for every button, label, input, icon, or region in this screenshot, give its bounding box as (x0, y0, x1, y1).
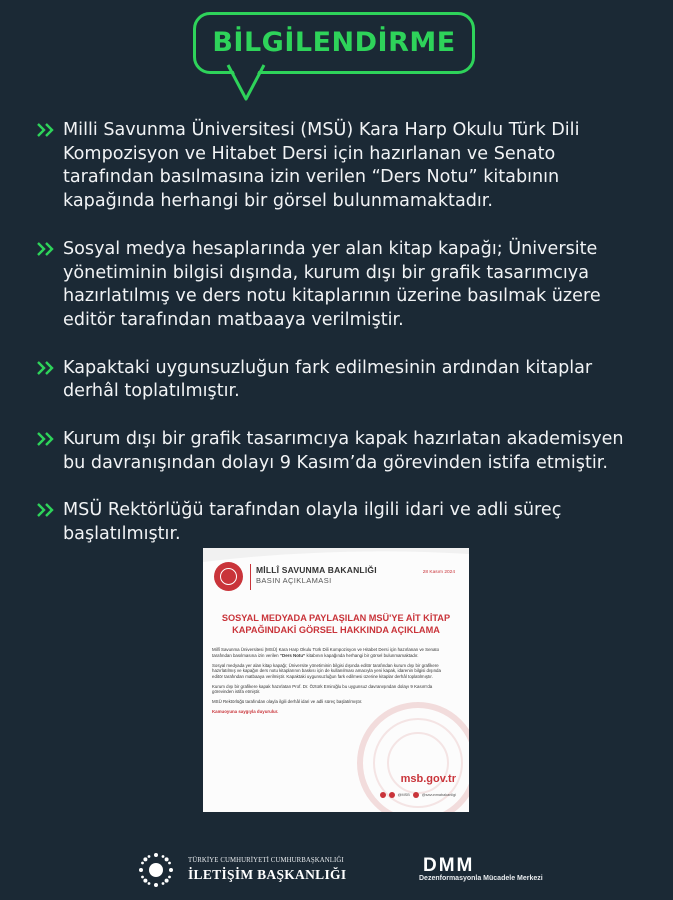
list-item-text: Kapaktaki uygunsuzluğun fark edilmesinin ardından kitaplar derhâl toplatılmıştır. (63, 357, 593, 402)
dmm-subtitle: Dezenformasyonla Mücadele Merkezi (419, 875, 543, 882)
instagram-icon (413, 792, 419, 798)
press-release-image (203, 548, 469, 812)
double-chevron-icon (36, 360, 56, 376)
list-item-text: MSÜ Rektörlüğü tarafından olayla ilgili idari ve adli süreç başlatılmıştır. (63, 500, 562, 545)
double-chevron-icon (36, 241, 56, 257)
ministry-emblem-icon (214, 562, 243, 591)
release-sign: Kamuoyuna saygıyla duyurulur. (212, 709, 279, 715)
release-date: 28 Kasım 2024 (422, 570, 455, 575)
badge-title: BİLGİLENDİRME (212, 27, 456, 58)
facebook-icon (380, 792, 386, 798)
presidency-emblem-icon (136, 850, 176, 890)
release-title: SOSYAL MEDYADA PAYLAŞILAN MSÜ'YE AİT KİTAP KAPAĞINDAKİ GÖRSEL HAKKINDA AÇIKLAMA (221, 613, 451, 635)
double-chevron-icon (36, 502, 56, 518)
release-paragraph: Millî Savunma Üniversitesi (MSÜ) Kara Harp Okulu Türk Dili Kompozisyon ve Hitabet Dersi için hazırlanan ve Senato tarafından basılmasına izin verilen “Ders Notu” kitabının kapağında herhangi bir görsel bulunmamaktadır. (212, 647, 440, 658)
double-chevron-icon (36, 122, 56, 138)
list-item-text: Milli Savunma Üniversitesi (MSÜ) Kara Harp Okulu Türk Dili Kompozisyon ve Hitabet Dersi için hazırlanan ve Senato tarafından basılmasına izin verilen “Ders Notu” kitabının kapağında herhangi bir görsel bulunmamaktadır. (63, 120, 580, 212)
social-handles: @MSB @savunmabakanligi (380, 792, 456, 798)
header-divider (250, 564, 251, 590)
list-item (36, 428, 651, 475)
double-chevron-icon (36, 431, 56, 447)
list-item-text: Sosyal medya hesaplarında yer alan kitap kapağı; Üniversite yönetiminin bilgisi dışında, kurum dışı bir grafik tasarımcıya hazırlatılmış ve ders notu kitaplarının üzerine basılmak üzere editör tarafından matbaaya verilmiştir. (63, 238, 601, 330)
list-item (36, 357, 651, 404)
list-item-text: Kurum dışı bir grafik tasarımcıya kapak hazırlatan akademisyen bu davranışından dolayı 9 Kasım’da görevinden istifa etmiştir. (63, 429, 624, 473)
website-link: msb.gov.tr (400, 773, 456, 785)
iletisim-label: İLETİŞİM BAŞKANLIĞI (188, 867, 347, 882)
badge-tail (226, 63, 266, 103)
release-paragraph: Kurum dışı bir grafikere kapak hazırlatan Prof. Dr. Öztürk Emiroğlu bu uygunsuz davranışından dolayı 9 Kasım'da görevinden istifa etmiştir. (212, 683, 433, 695)
list-item (36, 119, 651, 214)
release-paragraph: Sosyal medyada yer alan kitap kapağı; Üniversite yönetiminin bilgisi dışında editör tarafından kurum dışı bir grafikere hazırlatılmış ve kapağın ders notu kitaplarının baskısı için de kullanılması amacıyla yeni kapak, idarenin bilgisi dışında editör tarafından matbaaya verilmiştir. Kapaktaki uygunsuzluğun fark edilmesi üzerine kitaplar derhâl toplatılmıştır. (212, 662, 441, 679)
release-body (212, 647, 445, 719)
list-item (36, 238, 651, 333)
release-paragraph: MSÜ Rektörlüğü tarafından olayla ilgili derhâl idari ve adli süreç başlatılmıştır. (212, 699, 363, 705)
ministry-name: MİLLÎ SAVUNMA BAKANLIĞI (256, 565, 377, 575)
release-label: BASIN AÇIKLAMASI (256, 576, 332, 585)
x-icon (389, 792, 395, 798)
presidency-label: TÜRKİYE CUMHURİYETİ CUMHURBAŞKANLIĞI (188, 857, 344, 864)
info-list (36, 119, 651, 571)
list-item (36, 499, 651, 546)
dmm-wordmark: DMM (423, 855, 475, 876)
